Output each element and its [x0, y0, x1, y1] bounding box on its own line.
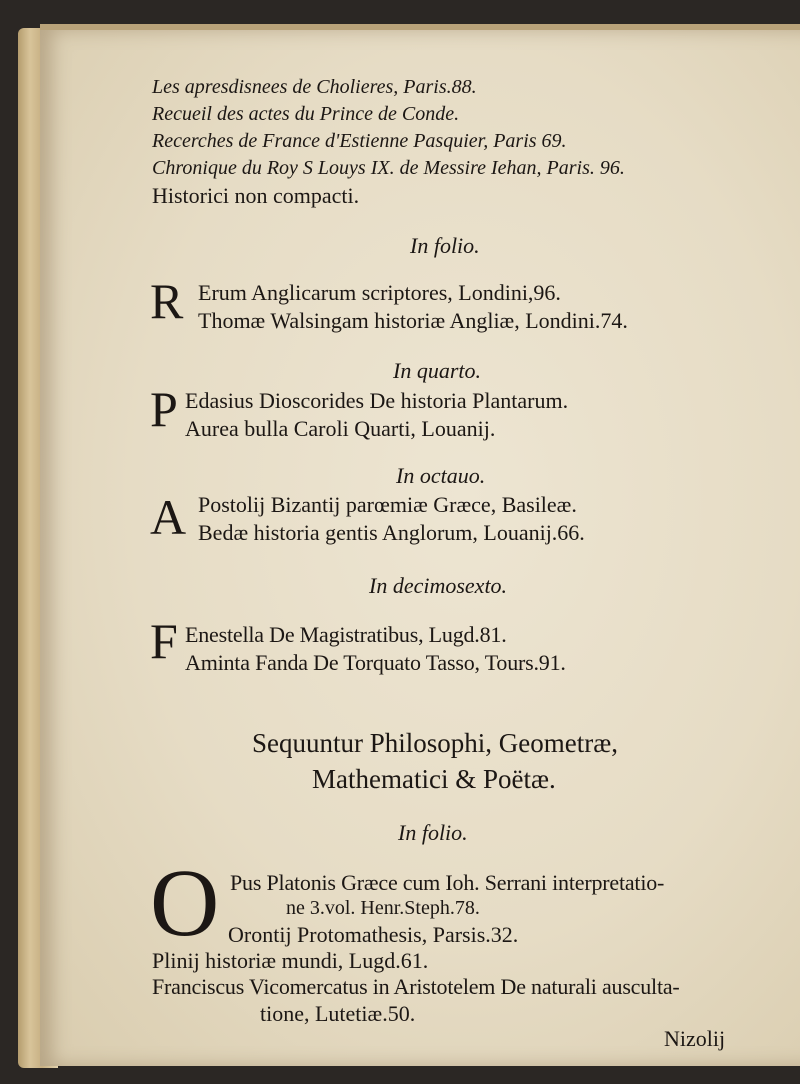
drop-capital: R	[150, 273, 184, 329]
drop-capital: A	[150, 489, 187, 545]
entry-line: Les apresdisnees de Cholieres, Paris.88.	[152, 76, 477, 98]
drop-capital: O	[150, 849, 220, 956]
entry-line: Recueil des actes du Prince de Conde.	[152, 103, 460, 125]
entry-line: Bedæ historia gentis Anglorum, Louanij.66.	[198, 520, 585, 545]
drop-capital: F	[150, 613, 178, 669]
entry-line: Chronique du Roy S Louys IX. de Messire Iehan, Paris. 96.	[152, 157, 625, 179]
entry-line: Pus Platonis Græce cum Ioh. Serrani interpretatio-	[230, 870, 665, 895]
entry-line: Thomæ Walsingam historiæ Angliæ, Londini.74.	[198, 308, 628, 333]
format-heading: In decimosexto.	[369, 573, 508, 598]
section-title: Sequuntur Philosophi, Geometræ,	[252, 728, 618, 758]
drop-capital: P	[150, 381, 178, 437]
format-heading: In quarto.	[393, 358, 481, 383]
entry-line: ne 3.vol. Henr.Steph.78.	[286, 897, 480, 919]
format-heading: In octauo.	[396, 463, 486, 488]
catchword: Nizolij	[664, 1026, 726, 1051]
format-heading: In folio.	[410, 233, 480, 258]
entry-line: Recerches de France d'Estienne Pasquier, Paris 69.	[152, 130, 567, 152]
entry-line: Orontij Protomathesis, Parsis.32.	[228, 922, 519, 947]
entry-line: Aurea bulla Caroli Quarti, Louanij.	[185, 416, 496, 441]
entry-line: Franciscus Vicomercatus in Aristotelem De naturali ausculta-	[152, 974, 680, 999]
entry-line: Edasius Dioscorides De historia Plantarum.	[185, 388, 569, 413]
format-heading: In folio.	[398, 820, 468, 845]
entry-line: Plinij historiæ mundi, Lugd.61.	[152, 948, 429, 973]
entry-line: Aminta Fanda De Torquato Tasso, Tours.91.	[185, 650, 566, 675]
entry-line: Erum Anglicarum scriptores, Londini,96.	[198, 280, 561, 305]
section-title: Mathematici & Poëtæ.	[312, 764, 556, 794]
entry-line: Enestella De Magistratibus, Lugd.81.	[185, 622, 507, 647]
section-label: Historici non compacti.	[152, 183, 360, 208]
entry-line: tione, Lutetiæ.50.	[260, 1001, 416, 1026]
entry-line: Postolij Bizantij parœmiæ Græce, Basileæ.	[198, 492, 577, 517]
